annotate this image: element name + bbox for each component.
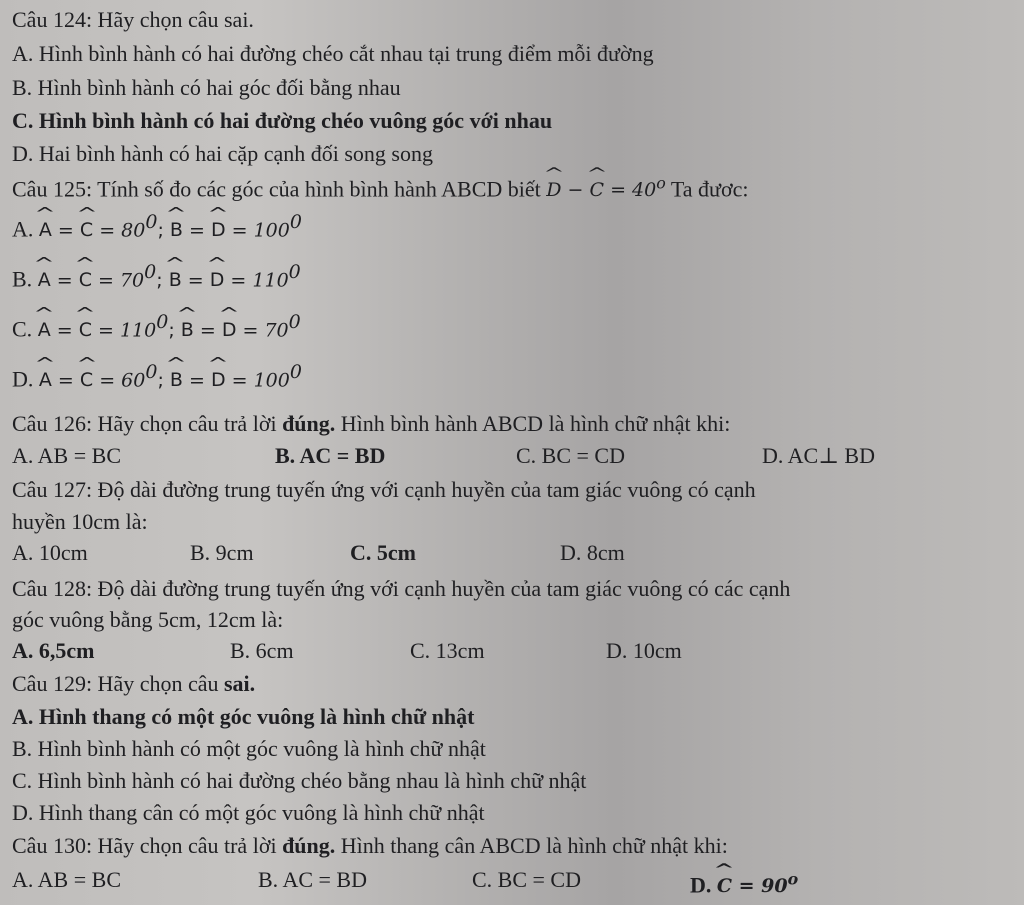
q125-angle-a: ^ A [38, 266, 51, 294]
q125-eq: = [91, 319, 120, 342]
q125-option-row [12, 208, 302, 244]
q125-sep: ; [156, 269, 169, 292]
q125-angle-b: ^ B [169, 266, 182, 294]
q125-angle-a: ^ A [39, 366, 52, 394]
q125-eq: = [91, 269, 120, 292]
q125-eq: = [51, 219, 80, 242]
q125-sep: ; [168, 319, 181, 342]
q127-line-1: Câu 127: Độ dài đường trung tuyến ứng với cạnh huyền của tam giác vuông có cạnh [12, 477, 756, 502]
q125-value-bd: 100 [253, 219, 290, 242]
q125-angle-c: ^ C [79, 316, 92, 344]
q125-cond-c: ^ C [589, 176, 604, 204]
q125-option-row [12, 308, 301, 344]
q125-angle-c: ^ C [80, 216, 93, 244]
q125-eq: = [182, 219, 211, 242]
q125-deg: 0 [288, 261, 301, 283]
q130-option-b: B. AC = BD [258, 867, 367, 892]
q125-angle-a: ^ A [39, 216, 52, 244]
q125-option-label: B. [12, 266, 33, 292]
q125-cond-deg: o [656, 174, 666, 193]
q127-line-2: huyền 10cm là: [12, 509, 148, 534]
q129-option-d: D. Hình thang cân có một góc vuông là hình chữ nhật [12, 800, 485, 825]
q125-angle-c: ^ C [79, 266, 92, 294]
q129-title [12, 670, 1016, 698]
q125-deg: 0 [144, 261, 157, 283]
q125-title-post: Ta đươc: [665, 176, 749, 202]
q125-eq: = [93, 369, 122, 392]
q124-option-b: B. Hình bình hành có hai góc đối bằng nhau [12, 75, 401, 100]
q125-sep: ; [157, 369, 170, 392]
q129-option-b: B. Hình bình hành có một góc vuông là hình chữ nhật [12, 736, 486, 761]
q125-value-bd: 70 [264, 319, 289, 342]
q127-option-c: C. 5cm [350, 540, 416, 565]
q127-option-a: A. 10cm [12, 540, 88, 565]
q125-option-row [12, 258, 301, 294]
q125-angle-d: ^ D [222, 316, 237, 344]
q125-angle-c: ^ C [80, 366, 93, 394]
q129-option-a: A. Hình thang có một góc vuông là hình chữ nhật [12, 704, 475, 729]
q126-title-bold: đúng. [282, 411, 336, 436]
q125-eq: = [193, 319, 222, 342]
q129-title-pre: Câu 129: Hãy chọn câu [12, 671, 224, 696]
q129-option-c: C. Hình bình hành có hai đường chéo bằng nhau là hình chữ nhật [12, 768, 587, 793]
q124-option-a: A. Hình bình hành có hai đường chéo cắt nhau tại trung điểm mỗi đường [12, 41, 654, 66]
q126-title [12, 410, 1016, 438]
q125-angle-b: ^ B [181, 316, 194, 344]
q130-option-d-letter: ^ C [717, 872, 732, 900]
q128-option-d: D. 10cm [606, 638, 682, 663]
q124-option-c: C. Hình bình hành có hai đường chéo vuông góc với nhau [12, 108, 553, 133]
q128-option-a: A. 6,5cm [12, 638, 95, 663]
q125-deg: 0 [145, 211, 158, 233]
q125-condition [546, 174, 666, 202]
q125-sep: ; [157, 219, 170, 242]
q125-option-label: C. [12, 316, 33, 342]
q130-title-bold: đúng. [282, 833, 336, 858]
q126-option-a: A. AB = BC [12, 443, 121, 468]
q126-title-pre: Câu 126: Hãy chọn câu trả lời [12, 411, 283, 436]
q125-angle-d: ^ D [210, 266, 225, 294]
q127-option-d: D. 8cm [560, 540, 625, 565]
q125-eq: = [51, 369, 80, 392]
q125-title [12, 170, 1016, 204]
q126-title-post: Hình bình hành ABCD là hình chữ nhật khi: [335, 411, 731, 436]
q125-deg: 0 [289, 361, 302, 383]
q130-option-d-val: = 90 [732, 875, 788, 898]
q125-eq: = [50, 319, 79, 342]
q125-value-ac: 60 [121, 369, 146, 392]
q130-option-d-label: D. [690, 872, 717, 898]
q125-title-pre: Câu 125: Tính số đo các góc của hình bình hành ABCD biết [12, 176, 541, 202]
q125-deg: 0 [156, 311, 169, 333]
q128-option-b: B. 6cm [230, 638, 294, 663]
q130-option-d-deg: o [787, 870, 799, 889]
q125-eq: = [224, 269, 253, 292]
q125-angle-d: ^ D [211, 366, 226, 394]
q128-line-2: góc vuông bằng 5cm, 12cm là: [12, 607, 284, 632]
q125-angle-b: ^ B [170, 366, 183, 394]
q127-option-b: B. 9cm [190, 540, 254, 565]
q125-deg: 0 [289, 211, 302, 233]
q125-option-label: D. [12, 366, 34, 392]
q124-title: Câu 124: Hãy chọn câu sai. [12, 7, 254, 32]
q125-option-row [12, 358, 302, 394]
q130-option-a: A. AB = BC [12, 867, 121, 892]
q125-option-label: A. [12, 216, 34, 242]
q130-option-c: C. BC = CD [472, 867, 581, 892]
q125-value-ac: 80 [121, 219, 146, 242]
q125-value-ac: 110 [119, 319, 157, 342]
q125-eq: = [236, 319, 265, 342]
q126-option-d: D. AC⊥ BD [762, 443, 875, 468]
q130-title-pre: Câu 130: Hãy chọn câu trả lời [12, 833, 283, 858]
q125-value-bd: 110 [252, 269, 289, 292]
q125-eq: = [225, 369, 254, 392]
q125-eq: = [225, 219, 254, 242]
q125-cond-d: ^ D [546, 176, 561, 204]
q125-angle-a: ^ A [38, 316, 51, 344]
q126-option-c: C. BC = CD [516, 443, 625, 468]
q125-angle-d: ^ D [211, 216, 226, 244]
q125-deg: 0 [288, 311, 301, 333]
q125-eq: = [182, 369, 211, 392]
q125-angle-b: ^ B [170, 216, 183, 244]
q125-eq: = [50, 269, 79, 292]
q125-value-ac: 70 [119, 269, 145, 292]
q124-option-d: D. Hai bình hành có hai cặp cạnh đối song song [12, 141, 433, 166]
q125-deg: 0 [145, 361, 158, 383]
q126-option-b: B. AC = BD [275, 443, 386, 468]
q125-cond-minus: − [561, 179, 590, 202]
q130-title [12, 832, 1016, 860]
q125-eq: = [181, 269, 210, 292]
q125-cond-val: = 40 [604, 179, 657, 202]
q125-eq: = [93, 219, 122, 242]
q125-value-bd: 100 [253, 369, 290, 392]
q128-line-1: Câu 128: Độ dài đường trung tuyến ứng với cạnh huyền của tam giác vuông có các cạnh [12, 576, 791, 601]
q129-title-bold: sai. [224, 671, 256, 696]
q130-title-post: Hình thang cân ABCD là hình chữ nhật khi: [335, 833, 728, 858]
q128-option-c: C. 13cm [410, 638, 485, 663]
q130-option-d-expr [716, 870, 799, 898]
q130-option-d [690, 866, 798, 900]
